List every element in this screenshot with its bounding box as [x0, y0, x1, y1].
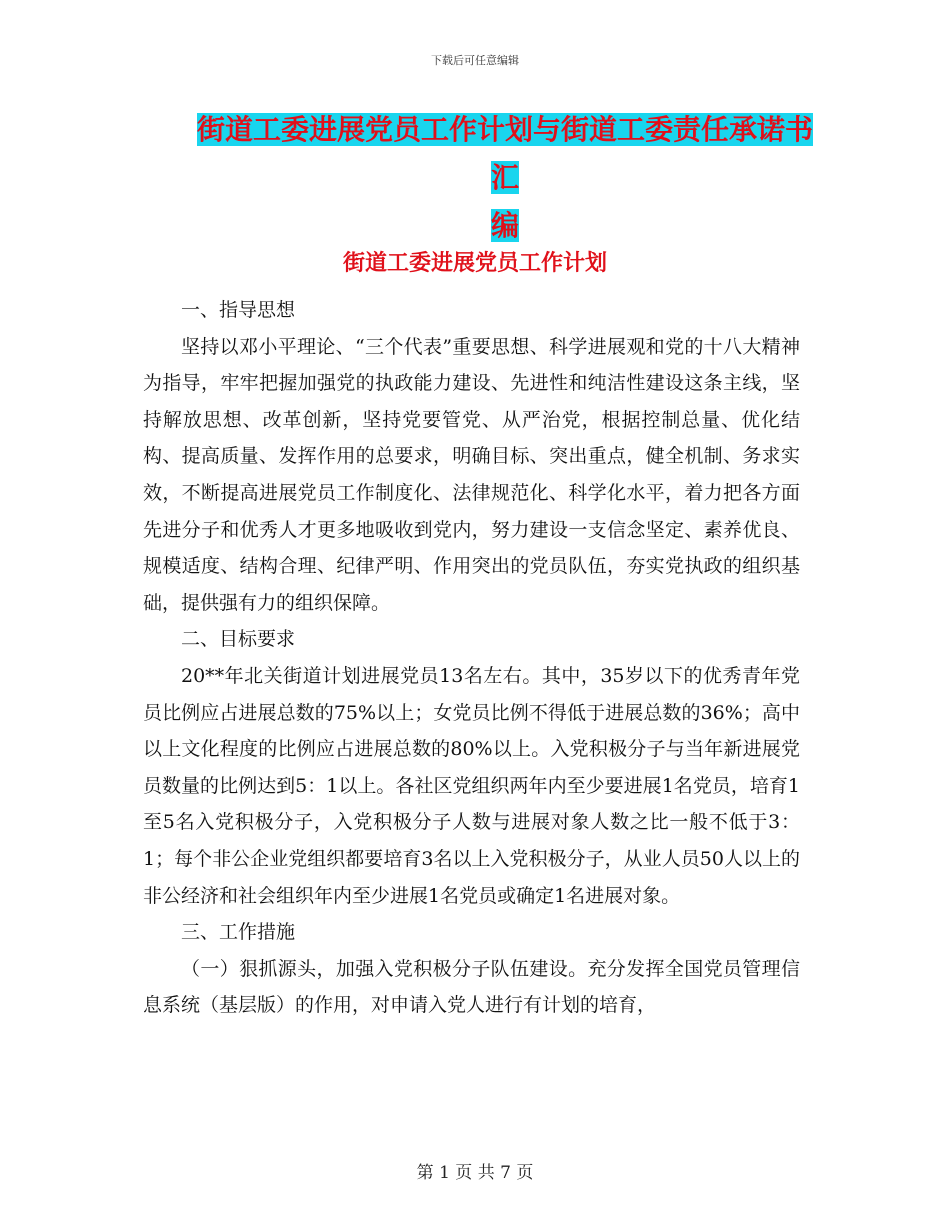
paragraph-measures: （一）狠抓源头，加强入党积极分子队伍建设。充分发挥全国党员管理信息系统（基层版）的作用，对申请入党人进行有计划的培育，: [143, 957, 800, 1017]
heading-measures: 三、工作措施: [181, 921, 296, 944]
paragraph-goals: 20**年北关街道计划进展党员13名左右。其中，35岁以下的优秀青年党员比例应占进展总数的75%以上；女党员比例不得低于进展总数的36%；高中以上文化程度的比例应占进展总数的80%以上。入党积极分子与当年新进展党员数量的比例达到5：1以上。各社区党组织两年内至少要进展1名党员，培育1至5名入党积极分子，入党积极分子人数与进展对象人数之比一般不低于3：1；每个非公企业党组织都要培育3名以上入党积极分子，从业人员50人以上的非公经济和社会组织年内至少进展1名党员或确定1名进展对象。: [143, 664, 800, 907]
document-title-line-2: 编: [490, 209, 519, 242]
heading-goals: 二、目标要求: [181, 628, 296, 651]
section-title: 街道工委进展党员工作计划: [342, 251, 607, 276]
document-title: [190, 106, 820, 250]
document-body: [143, 292, 800, 1024]
paragraph-guiding-ideology: 坚持以邓小平理论、“三个代表”重要思想、科学进展观和党的十八大精神为指导，牢牢把握加强党的执政能力建设、先进性和纯洁性建设这条主线，坚持解放思想、改革创新，坚持党要管党、从严治党，根据控制总量、优化结构、提高质量、发挥作用的总要求，明确目标、突出重点，健全机制、务求实效，不断提高进展党员工作制度化、法律规范化、科学化水平，着力把各方面先进分子和优秀人才更多地吸收到党内，努力建设一支信念坚定、素养优良、规模适度、结构合理、纪律严明、作用突出的党员队伍，夯实党执政的组织基础，提供强有力的组织保障。: [143, 335, 800, 614]
heading-guiding-ideology: 一、指导思想: [181, 299, 296, 321]
document-title-line-1: 街道工委进展党员工作计划与街道工委责任承诺书汇: [196, 113, 813, 194]
page-header-note: 下载后可任意编辑: [431, 54, 519, 67]
page-number: 第 1 页 共 7 页: [416, 1163, 534, 1183]
